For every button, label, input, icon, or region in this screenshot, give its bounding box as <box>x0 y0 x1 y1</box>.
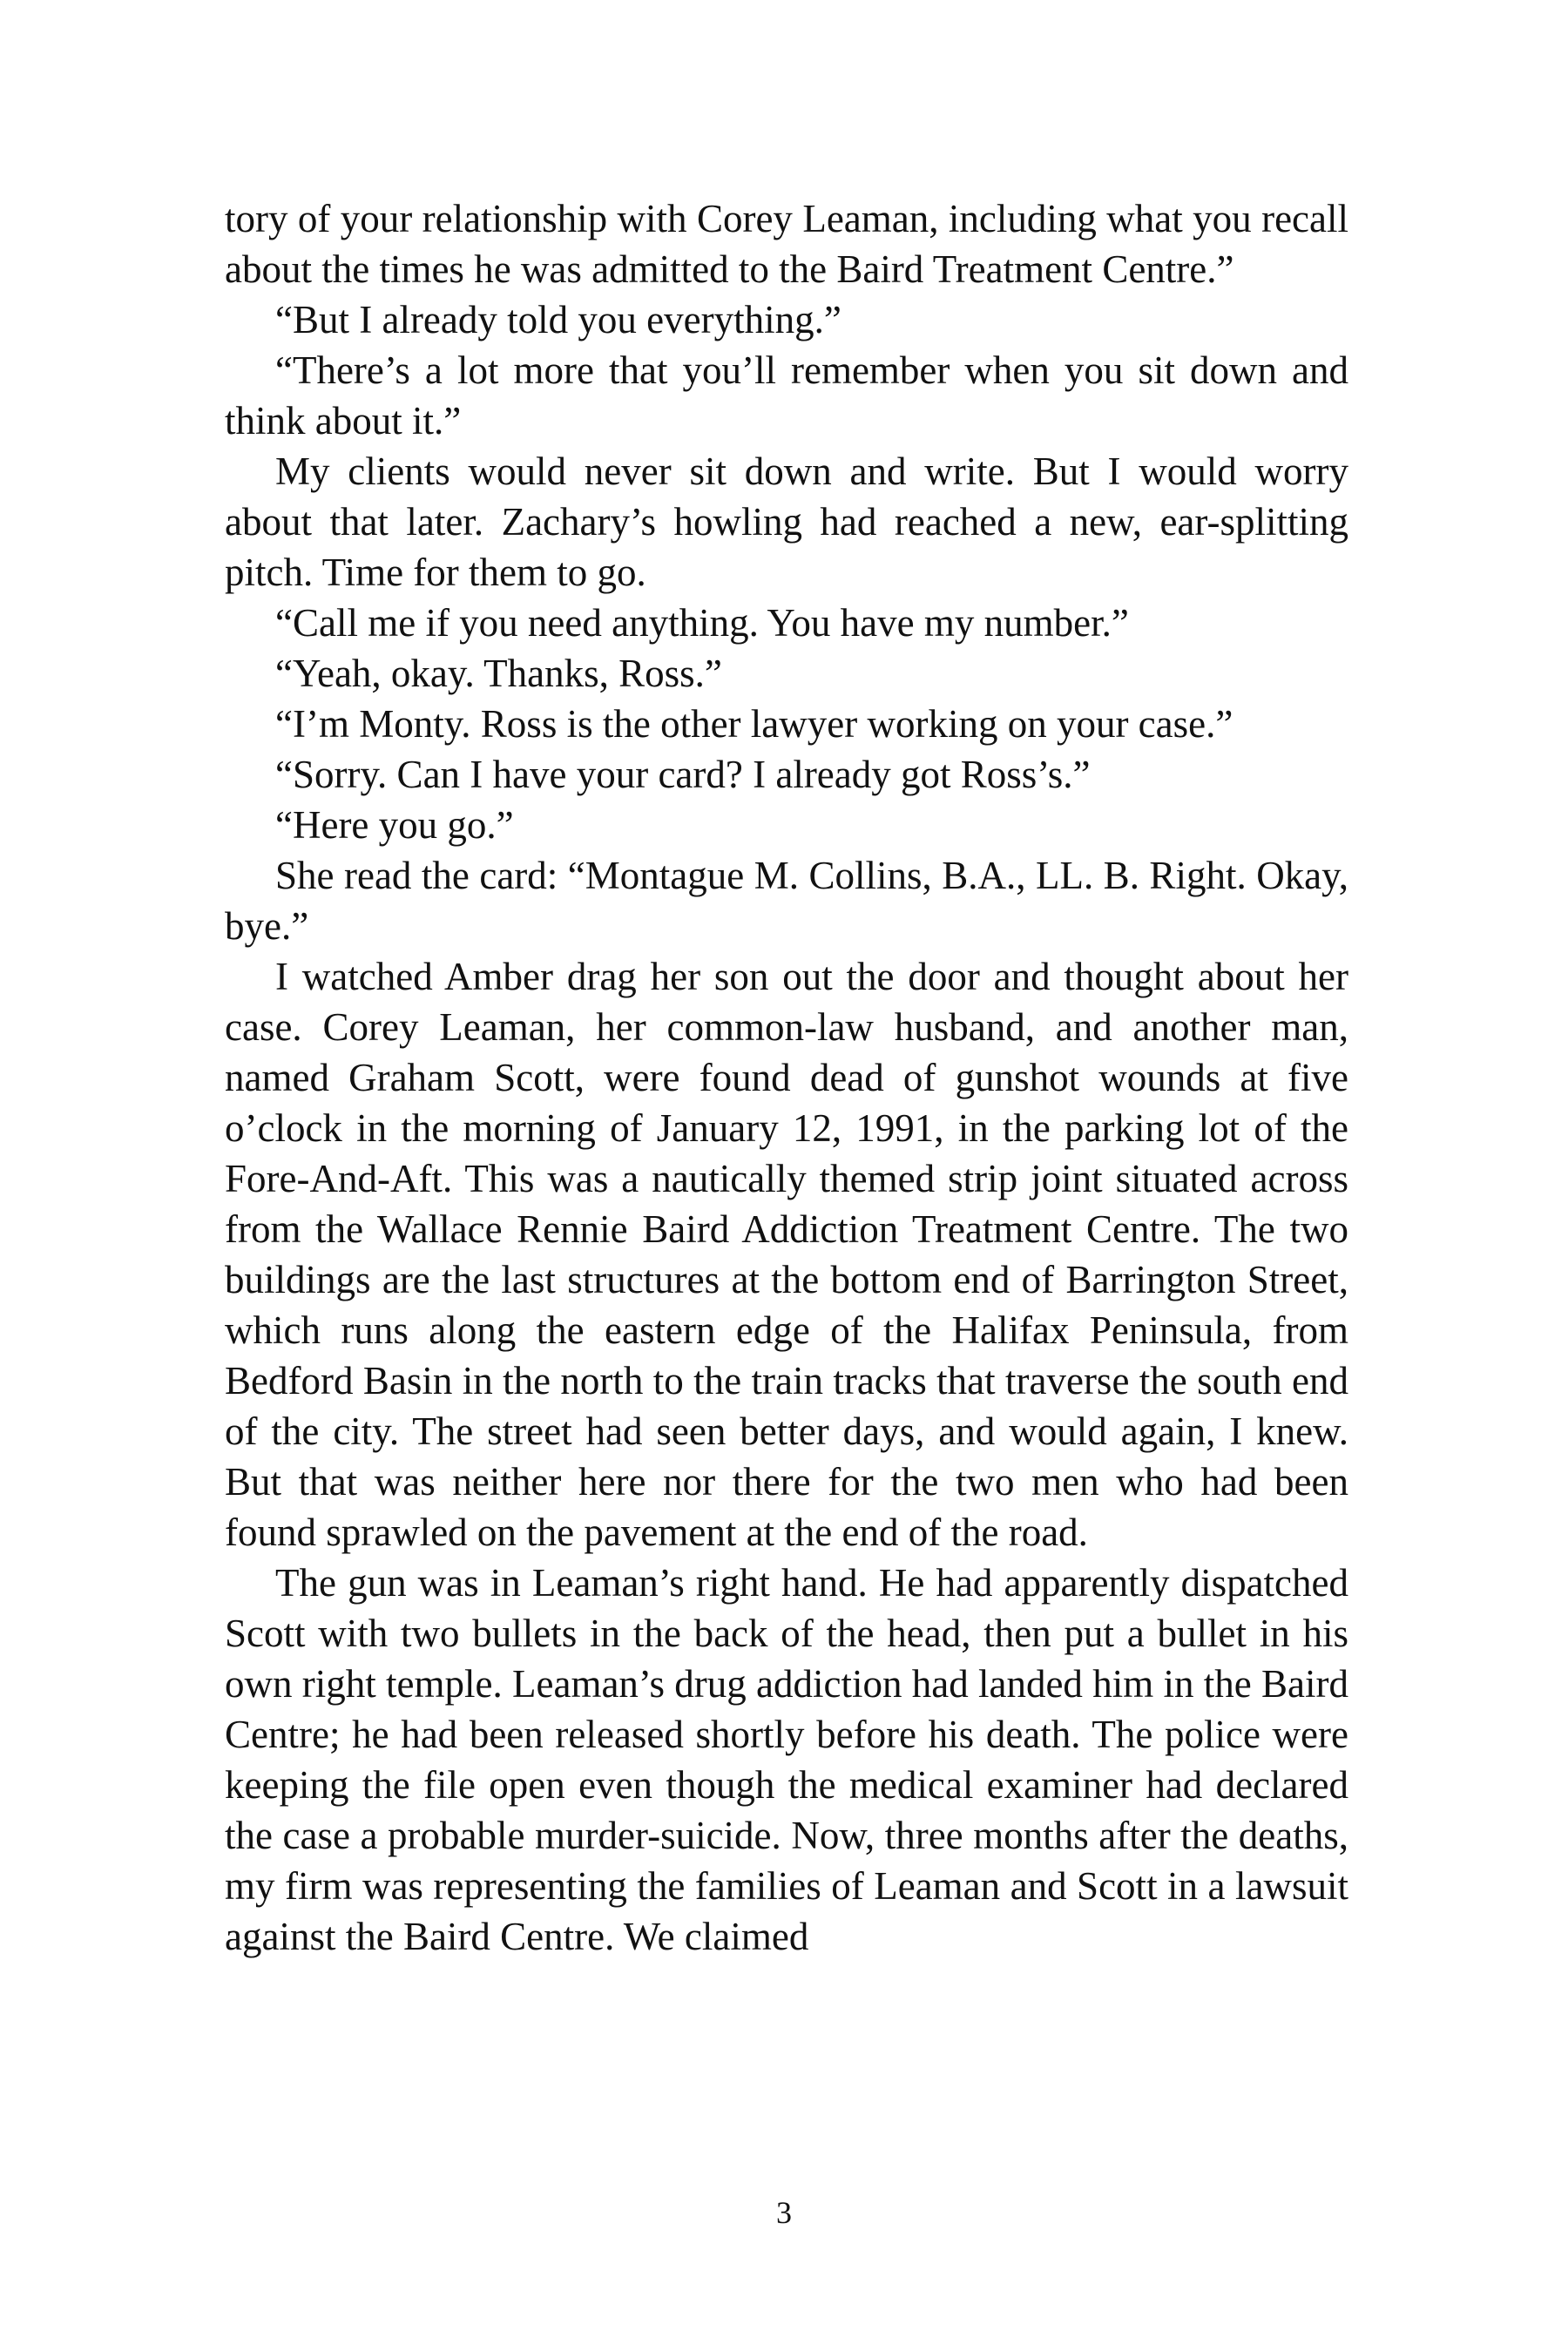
paragraph: “But I already told you everything.” <box>275 298 841 341</box>
paragraph: “Here you go.” <box>275 803 514 847</box>
paragraph: “Call me if you need anything. You have my number.” <box>275 601 1129 645</box>
page-number: 3 <box>776 2195 792 2230</box>
paragraph: “There’s a lot more that you’ll remember when you sit down and think about it.” <box>225 348 1348 443</box>
paragraph: “I’m Monty. Ross is the other lawyer working on your case.” <box>275 702 1233 746</box>
paragraph: “Sorry. Can I have your card? I already got Ross’s.” <box>275 753 1091 796</box>
paragraph: She read the card: “Montague M. Collins, B.A., LL. B. Right. Okay, bye.” <box>225 854 1348 948</box>
paragraph: “Yeah, okay. Thanks, Ross.” <box>275 652 722 695</box>
paragraph: My clients would never sit down and write. But I would worry about that later. Zachary’s howling had reached a new, ear-splitting pitch. Time for them to go. <box>225 449 1348 594</box>
paragraph: I watched Amber drag her son out the door and thought about her case. Corey Leaman, her common-law husband, and another man, named Graham Scott, were found dead of gunshot wounds at five o’clock in the morning of January 12, 1991, in the parking lot of the Fore-And-Aft. This was a nautically themed strip joint situated across from the Wallace Rennie Baird Addiction Treatment Centre. The two buildings are the last structures at the bottom end of Barrington Street, which runs along the eastern edge of the Halifax Peninsula, from Bedford Basin in the north to the train tracks that traverse the south end of the city. The street had seen better days, and would again, I knew. But that was neither here nor there for the two men who had been found sprawled on the pavement at the end of the road. <box>225 955 1348 1554</box>
body-text <box>225 193 1348 1962</box>
paragraph: tory of your relationship with Corey Leaman, including what you recall about the times he was admitted to the Baird Treatment Centre.” <box>225 197 1348 291</box>
paragraph: The gun was in Leaman’s right hand. He had apparently dispatched Scott with two bullets in the back of the head, then put a bullet in his own right temple. Leaman’s drug addiction had landed him in the Baird Centre; he had been released shortly before his death. The police were keeping the file open even though the medical examiner had declared the case a probable murder-suicide. Now, three months after the deaths, my firm was representing the families of Leaman and Scott in a lawsuit against the Baird Centre. We claimed <box>225 1561 1348 1958</box>
